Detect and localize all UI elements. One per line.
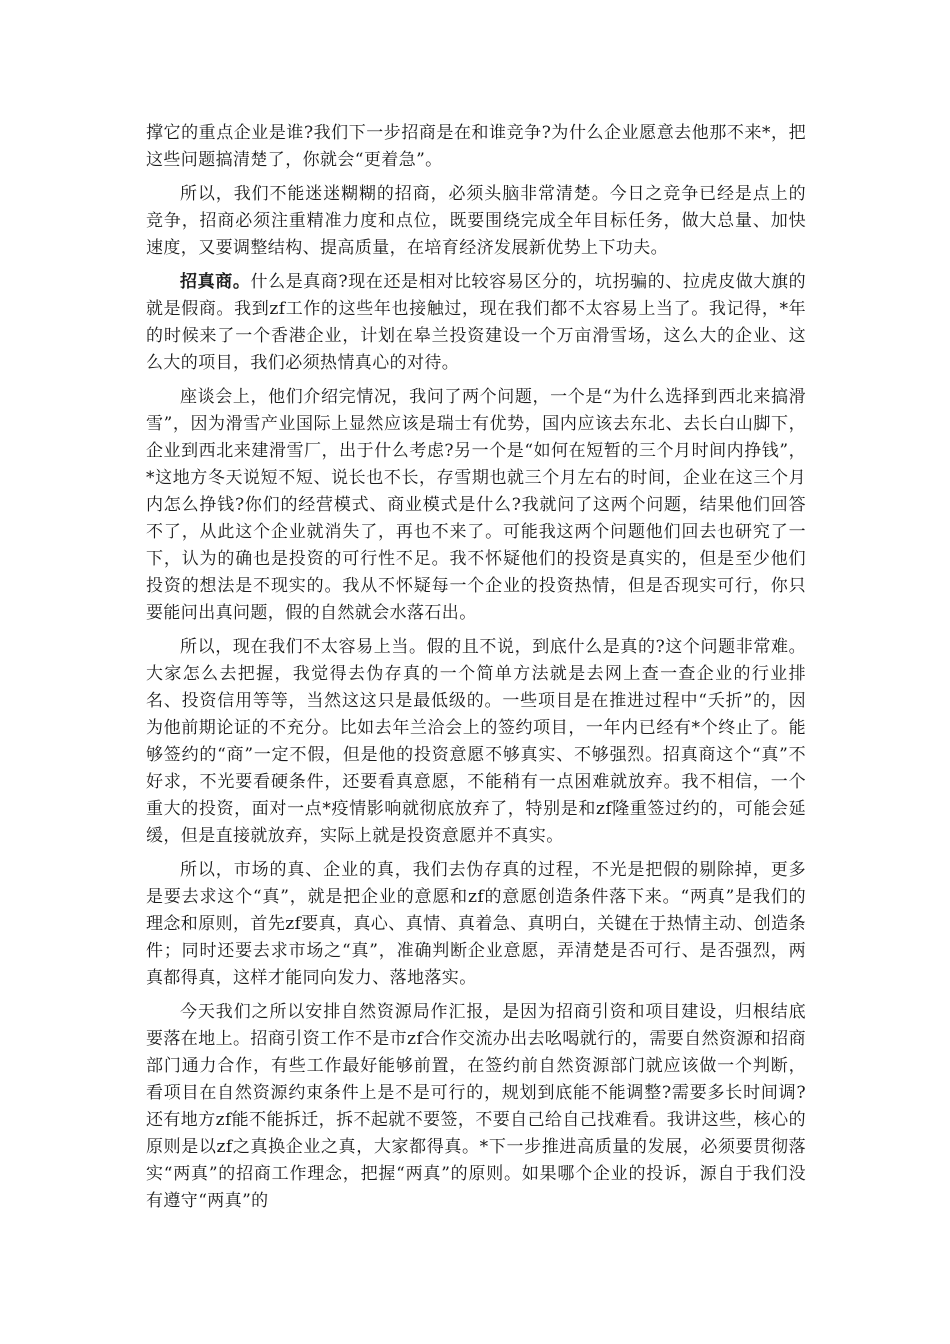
- paragraph-2-text: 所以，我们不能迷迷糊糊的招商，必须头脑非常清楚。今日之竞争已经是点上的竞争，招商必须注重精准力度和点位，既要围绕完成全年目标任务，做大总量、加快速度，又要调整结构、提高质量，在培育经济发展新优势上下功夫。: [146, 184, 806, 258]
- paragraph-3-lead: 招真商。: [180, 272, 251, 292]
- paragraph-3: [146, 269, 806, 377]
- paragraph-4: [146, 384, 806, 627]
- paragraph-5: [146, 634, 806, 850]
- paragraph-7-text: 今天我们之所以安排自然资源局作汇报，是因为招商引资和项目建设，归根结底要落在地上。招商引资工作不是市zf合作交流办出去吆喝就行的，需要自然资源和招商部门通力合作，有些工作最好能够前置，在签约前自然资源部门就应该做一个判断，看项目在自然资源约束条件上是不是可行的，规划到底能不能调整?需要多长时间调?还有地方zf能不能拆迁，拆不起就不要签，不要自己给自己找难看。我讲这些，核心的原则是以zf之真换企业之真，大家都得真。*下一步推进高质量的发展，必须要贯彻落实“两真”的招商工作理念，把握“两真”的原则。如果哪个企业的投诉，源自于我们没有遵守“两真”的: [146, 1002, 806, 1211]
- paragraph-4-text: 座谈会上，他们介绍完情况，我问了两个问题，一个是“为什么选择到西北来搞滑雪”，因为滑雪产业国际上显然应该是瑞士有优势，国内应该去东北、去长白山脚下，企业到西北来建滑雪厂，出于什么考虑?另一个是“如何在短暂的三个月时间内挣钱”，*这地方冬天说短不短、说长也不长，存雪期也就三个月左右的时间，企业在这三个月内怎么挣钱?你们的经营模式、商业模式是什么?我就问了这两个问题，结果他们回答不了，从此这个企业就消失了，再也不来了。可能我这两个问题他们回去也研究了一下，认为的确也是投资的可行性不足。我不怀疑他们的投资是真实的，但是至少他们投资的想法是不现实的。我从不怀疑每一个企业的投资热情，但是否现实可行，你只要能问出真问题，假的自然就会水落石出。: [146, 387, 806, 623]
- paragraph-3-text: 什么是真商?现在还是相对比较容易区分的，坑拐骗的、拉虎皮做大旗的就是假商。我到zf工作的这些年也接触过，现在我们都不太容易上当了。我记得，*年的时候来了一个香港企业，计划在皋兰投资建设一个万亩滑雪场，这么大的企业、这么大的项目，我们必须热情真心的对待。: [146, 272, 806, 373]
- paragraph-6-text: 所以，市场的真、企业的真，我们去伪存真的过程，不光是把假的剔除掉，更多是要去求这个“真”，就是把企业的意愿和zf的意愿创造条件落下来。“两真”是我们的理念和原则，首先zf要真，真心、真情、真着急、真明白，关键在于热情主动、创造条件；同时还要去求市场之“真”，准确判断企业意愿，弄清楚是否可行、是否强烈，两真都得真，这样才能同向发力、落地落实。: [146, 860, 806, 988]
- paragraph-6: [146, 857, 806, 992]
- paragraph-5-text: 所以，现在我们不太容易上当。假的且不说，到底什么是真的?这个问题非常难。大家怎么去把握，我觉得去伪存真的一个简单方法就是去网上查一查企业的行业排名、投资信用等等，当然这这只是最低级的。一些项目是在推进过程中“夭折”的，因为他前期论证的不充分。比如去年兰洽会上的签约项目，一年内已经有*个终止了。能够签约的“商”一定不假，但是他的投资意愿不够真实、不够强烈。招真商这个“真”不好求，不光要看硬条件，还要看真意愿，不能稍有一点困难就放弃。我不相信，一个重大的投资，面对一点*疫情影响就彻底放弃了，特别是和zf隆重签过约的，可能会延缓，但是直接就放弃，实际上就是投资意愿并不真实。: [146, 637, 806, 846]
- paragraph-1: [146, 120, 806, 174]
- document-body: [146, 120, 806, 1222]
- paragraph-7: [146, 999, 806, 1215]
- paragraph-2: [146, 181, 806, 262]
- paragraph-1-text: 撑它的重点企业是谁?我们下一步招商是在和谁竞争?为什么企业愿意去他那不来*，把这些问题搞清楚了，你就会“更着急”。: [146, 123, 806, 170]
